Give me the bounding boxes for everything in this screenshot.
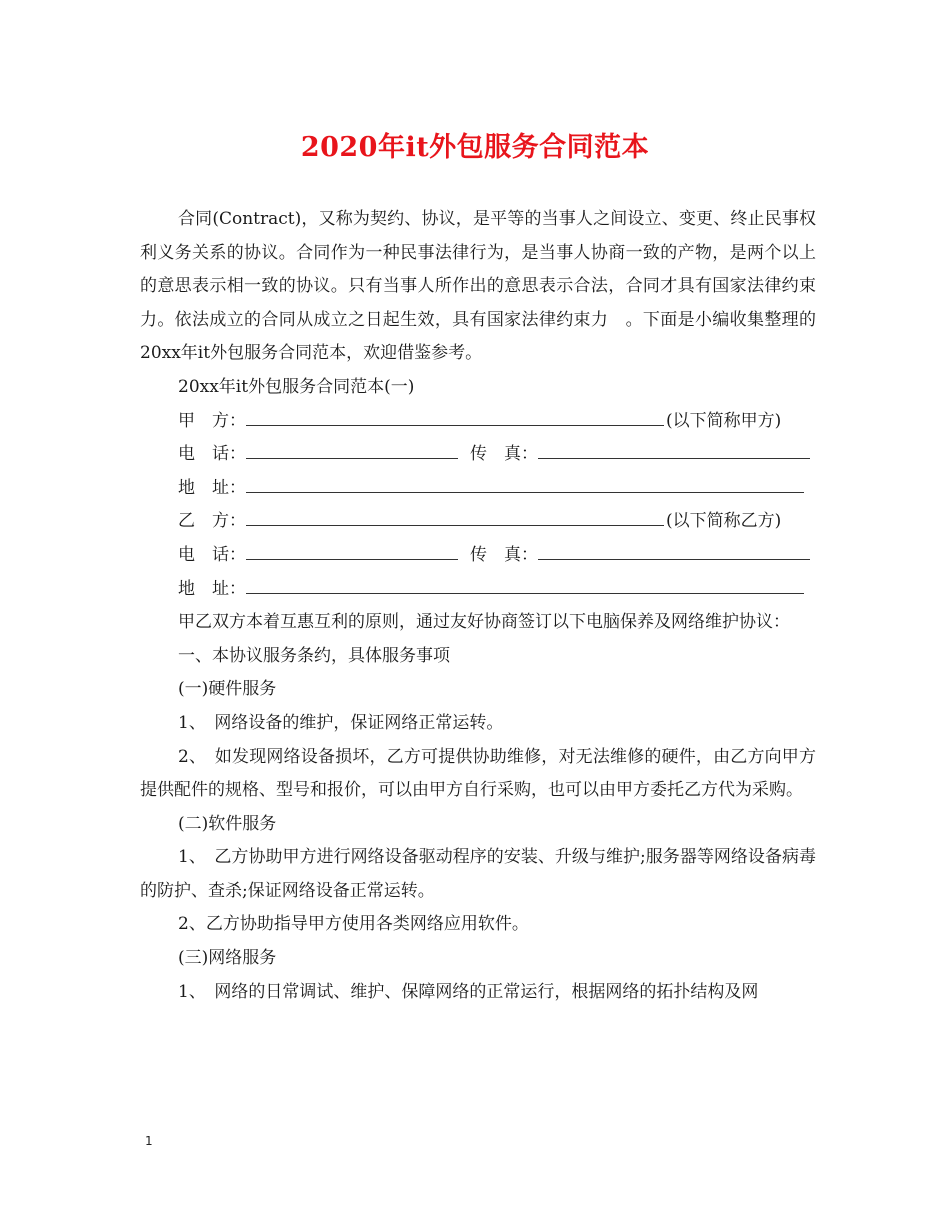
- party-a-contact-row: [140, 438, 816, 472]
- party-a-address-blank: [246, 472, 804, 493]
- party-b-blank: [246, 505, 664, 526]
- network-item-1: 1、 网络的日常调试、维护、保障网络的正常运行，根据网络的拓扑结构及网: [178, 981, 759, 1002]
- party-a-fax-label: 传 真：: [470, 444, 538, 465]
- agreement-intro: 甲乙双方本着互惠互利的原则，通过友好协商签订以下电脑保养及网络维护协议：: [178, 612, 790, 633]
- party-b-address-blank: [246, 573, 804, 594]
- document-title: 2020年it外包服务合同范本: [300, 132, 650, 163]
- hardware-item-2: 2、 如发现网络设备损坏，乙方可提供协助维修，对无法维修的硬件，由乙方向甲方提供配件的规格、型号和报价，可以由甲方自行采购，也可以由甲方委托乙方代为采购。: [140, 746, 816, 801]
- party-a-phone-blank: [246, 438, 458, 459]
- clause-1-heading: 一、本协议服务条约，具体服务事项: [178, 645, 450, 666]
- network-heading: (三)网络服务: [178, 948, 277, 969]
- party-b-contact-row: [140, 539, 816, 573]
- software-item-2: 2、乙方协助指导甲方使用各类网络应用软件。: [178, 914, 529, 935]
- party-b-fax-blank: [538, 539, 810, 560]
- party-a-phone-label: 电 话：: [178, 444, 246, 465]
- party-b-phone-blank: [246, 539, 458, 560]
- intro-paragraph: 合同(Contract)，又称为契约、协议，是平等的当事人之间设立、变更、终止民事权利义务关系的协议。合同作为一种民事法律行为，是当事人协商一致的产物，是两个以上的意思表示相一致的协议。只有当事人所作出的意思表示合法，合同才具有国家法律约束力。依法成立的合同从成立之日起生效，具有国家法律约束力 。下面是小编收集整理的20xx年it外包服务合同范本，欢迎借鉴参考。: [140, 209, 816, 364]
- party-a-address-label: 地 址：: [178, 477, 246, 498]
- software-heading: (二)软件服务: [178, 813, 277, 834]
- party-b-fax-label: 传 真：: [470, 544, 538, 565]
- party-b-address-row: [140, 573, 816, 607]
- page-number: 1: [145, 1134, 153, 1148]
- document-body: [140, 203, 816, 1009]
- software-item-1: 1、 乙方协助甲方进行网络设备驱动程序的安装、升级与维护;服务器等网络设备病毒的防护、查杀;保证网络设备正常运转。: [140, 847, 816, 901]
- party-a-row: [140, 405, 816, 439]
- hardware-item-1: 1、 网络设备的维护，保证网络正常运转。: [178, 712, 504, 733]
- party-b-address-label: 地 址：: [178, 578, 246, 599]
- party-a-suffix: (以下简称甲方): [666, 410, 782, 431]
- party-a-fax-blank: [538, 438, 810, 459]
- party-b-row: [140, 505, 816, 539]
- party-a-label: 甲 方：: [178, 410, 246, 431]
- party-a-address-row: [140, 472, 816, 506]
- party-a-blank: [246, 405, 664, 426]
- party-b-label: 乙 方：: [178, 511, 246, 532]
- hardware-heading: (一)硬件服务: [178, 679, 277, 700]
- party-b-suffix: (以下简称乙方): [666, 511, 782, 532]
- section-title: 20xx年it外包服务合同范本(一): [178, 376, 415, 397]
- party-b-phone-label: 电 话：: [178, 544, 246, 565]
